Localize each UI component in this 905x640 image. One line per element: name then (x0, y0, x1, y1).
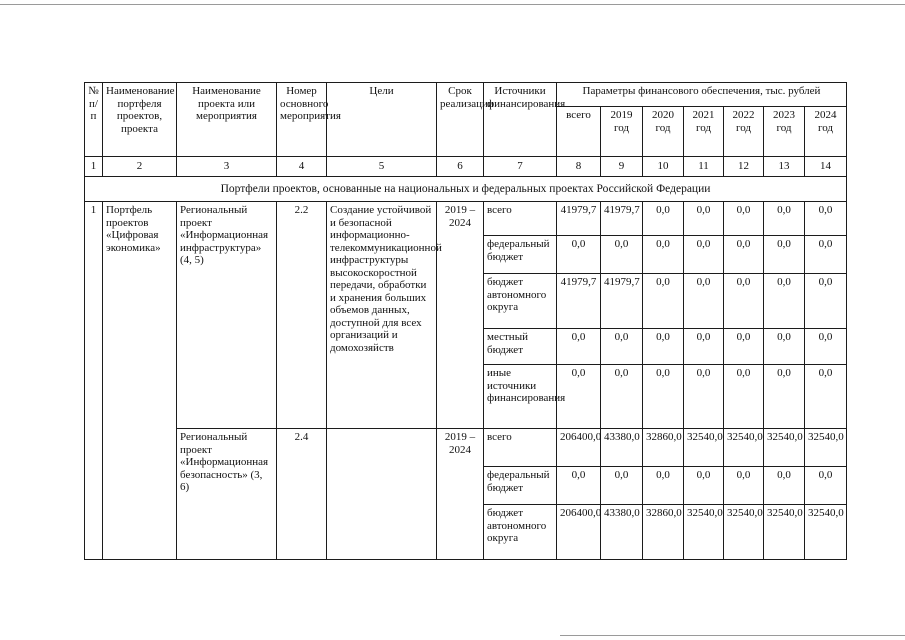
header-portfolio: Наименование портфеля проектов, проекта (103, 83, 177, 157)
header-measure-no: Номер основного мероприятия (277, 83, 327, 157)
measure-number: 2.2 (277, 202, 327, 429)
header-total: всего (557, 107, 601, 157)
project-term: 2019 – 2024 (437, 202, 484, 429)
value-cell: 0,0 (764, 236, 805, 274)
value-cell: 0,0 (557, 329, 601, 365)
value-cell: 0,0 (601, 365, 643, 429)
value-cell: 0,0 (724, 467, 764, 505)
value-cell: 0,0 (643, 274, 684, 329)
value-cell: 206400,0 (557, 429, 601, 467)
header-sources: Источники финансирования (484, 83, 557, 157)
value-cell: 41979,7 (601, 202, 643, 236)
value-cell: 0,0 (764, 274, 805, 329)
value-cell: 41979,7 (601, 274, 643, 329)
column-number: 11 (684, 157, 724, 177)
value-cell: 0,0 (601, 236, 643, 274)
value-cell: 0,0 (557, 467, 601, 505)
value-cell: 32540,0 (724, 429, 764, 467)
value-cell: 0,0 (724, 365, 764, 429)
column-number: 9 (601, 157, 643, 177)
column-number: 7 (484, 157, 557, 177)
value-cell: 0,0 (643, 202, 684, 236)
header-year: 2020 год (643, 107, 684, 157)
value-cell: 0,0 (764, 202, 805, 236)
value-cell: 0,0 (764, 329, 805, 365)
value-cell: 0,0 (724, 202, 764, 236)
value-cell: 0,0 (724, 274, 764, 329)
header-project: Наименование проекта или мероприятия (177, 83, 277, 157)
header-goals: Цели (327, 83, 437, 157)
column-number: 13 (764, 157, 805, 177)
section-title: Портфели проектов, основанные на национальных и федеральных проектах Российской Федерации (85, 176, 847, 202)
header-year: 2021 год (684, 107, 724, 157)
value-cell: 0,0 (724, 236, 764, 274)
source-label: бюджет автономного округа (484, 505, 557, 560)
value-cell: 41979,7 (557, 202, 601, 236)
column-number: 6 (437, 157, 484, 177)
value-cell: 0,0 (601, 329, 643, 365)
value-cell: 0,0 (764, 467, 805, 505)
value-cell: 0,0 (684, 329, 724, 365)
column-number: 14 (805, 157, 847, 177)
value-cell: 32860,0 (643, 429, 684, 467)
financing-table (84, 82, 847, 560)
value-cell: 32540,0 (684, 505, 724, 560)
value-cell: 43380,0 (601, 505, 643, 560)
value-cell: 0,0 (684, 202, 724, 236)
project-name: Региональный проект «Информационная безопасность» (3, 6) (177, 429, 277, 560)
column-number: 10 (643, 157, 684, 177)
value-cell: 32860,0 (643, 505, 684, 560)
value-cell: 43380,0 (601, 429, 643, 467)
portfolio-number: 1 (85, 202, 103, 560)
scan-edge-bottom (560, 635, 905, 636)
header-financing: Параметры финансового обеспечения, тыс. рублей (557, 83, 847, 107)
value-cell: 0,0 (805, 329, 847, 365)
column-number: 5 (327, 157, 437, 177)
project-goal (327, 429, 437, 560)
value-cell: 0,0 (805, 467, 847, 505)
value-cell: 32540,0 (764, 429, 805, 467)
financing-table-page (84, 82, 846, 560)
value-cell: 0,0 (684, 467, 724, 505)
portfolio-name: Портфель проектов «Цифровая экономика» (103, 202, 177, 560)
value-cell: 0,0 (764, 365, 805, 429)
value-cell: 0,0 (643, 236, 684, 274)
header-year: 2019 год (601, 107, 643, 157)
value-cell: 32540,0 (724, 505, 764, 560)
value-cell: 32540,0 (805, 429, 847, 467)
source-label: федеральный бюджет (484, 467, 557, 505)
value-cell: 0,0 (805, 274, 847, 329)
project-term: 2019 – 2024 (437, 429, 484, 560)
column-number: 3 (177, 157, 277, 177)
column-number: 2 (103, 157, 177, 177)
value-cell: 32540,0 (805, 505, 847, 560)
value-cell: 41979,7 (557, 274, 601, 329)
value-cell: 0,0 (557, 365, 601, 429)
scan-edge-top (0, 4, 905, 5)
header-term: Срок реализации (437, 83, 484, 157)
source-label: всего (484, 202, 557, 236)
value-cell: 0,0 (805, 236, 847, 274)
value-cell: 0,0 (601, 467, 643, 505)
column-number-row (85, 157, 847, 177)
value-cell: 0,0 (643, 329, 684, 365)
column-number: 4 (277, 157, 327, 177)
value-cell: 206400,0 (557, 505, 601, 560)
source-label: федеральный бюджет (484, 236, 557, 274)
column-number: 12 (724, 157, 764, 177)
value-cell: 0,0 (805, 202, 847, 236)
header-year: 2024 год (805, 107, 847, 157)
value-cell: 0,0 (684, 365, 724, 429)
value-cell: 0,0 (643, 365, 684, 429)
header-year: 2022 год (724, 107, 764, 157)
value-cell: 0,0 (805, 365, 847, 429)
source-label: местный бюджет (484, 329, 557, 365)
value-cell: 0,0 (684, 274, 724, 329)
column-number: 1 (85, 157, 103, 177)
source-label: иные источники финансирования (484, 365, 557, 429)
project-name: Региональный проект «Информационная инфраструктура» (4, 5) (177, 202, 277, 429)
source-label: бюджет автономного округа (484, 274, 557, 329)
value-cell: 0,0 (684, 236, 724, 274)
source-label: всего (484, 429, 557, 467)
measure-number: 2.4 (277, 429, 327, 560)
project-goal: Создание устойчивой и безопасной информационно-телекоммуникационной инфраструктуры высокоскоростной передачи, обработки и хранения больших объемов данных, доступной для всех организаций и домохозяйств (327, 202, 437, 429)
column-number: 8 (557, 157, 601, 177)
value-cell: 0,0 (643, 467, 684, 505)
value-cell: 32540,0 (684, 429, 724, 467)
value-cell: 32540,0 (764, 505, 805, 560)
header-year: 2023 год (764, 107, 805, 157)
header-no: № п/п (85, 83, 103, 157)
value-cell: 0,0 (724, 329, 764, 365)
value-cell: 0,0 (557, 236, 601, 274)
